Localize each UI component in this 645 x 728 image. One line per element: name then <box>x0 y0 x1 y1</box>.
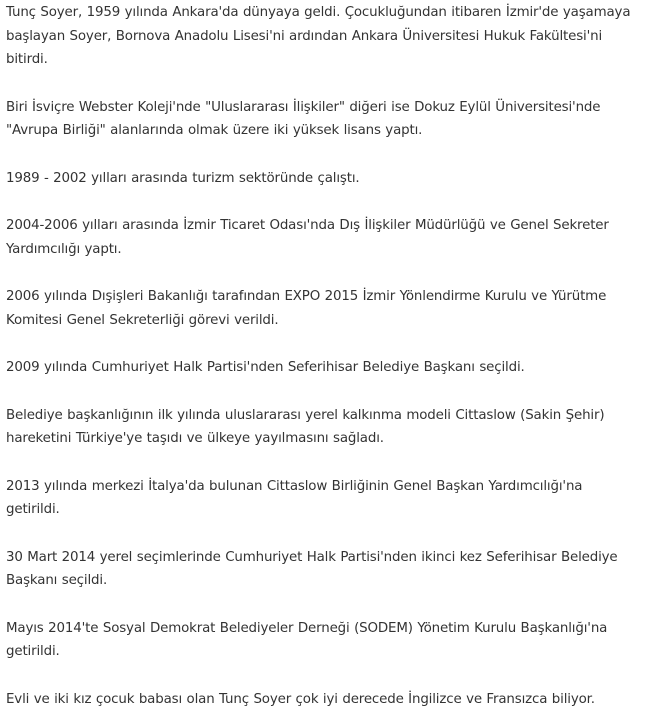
paragraph-cittaslow-vice-president: 2013 yılında merkezi İtalya'da bulunan Cittaslow Birliğinin Genel Başkan Yardımcılığı'na getirildi. <box>6 478 583 517</box>
paragraph-personal-life: Evli ve iki kız çocuk babası olan Tunç Soyer çok iyi derecede İngilizce ve Fransızca biliyor. <box>6 691 595 707</box>
paragraph-chamber-of-commerce: 2004-2006 yılları arasında İzmir Ticaret Odası'nda Dış İlişkiler Müdürlüğü ve Genel Sekreter Yardımcılığı yaptı. <box>6 218 609 257</box>
paragraph-cittaslow-turkey: Belediye başkanlığının ilk yılında uluslararası yerel kalkınma modeli Cittaslow (Sakin Şehir) hareketini Türkiye'ye taşıdı ve ülkeye yayılmasını sağladı. <box>6 407 605 446</box>
paragraph-expo-2015: 2006 yılında Dışişleri Bakanlığı tarafından EXPO 2015 İzmir Yönlendirme Kurulu ve Yürütme Komitesi Genel Sekreterliği görevi verildi. <box>6 289 607 328</box>
paragraph-tourism-career: 1989 - 2002 yılları arasında turizm sektöründe çalıştı. <box>6 170 360 186</box>
paragraph-mayor-2009: 2009 yılında Cumhuriyet Halk Partisi'nden Seferihisar Belediye Başkanı seçildi. <box>6 360 525 375</box>
biography-article <box>0 1 645 711</box>
paragraph-masters-degrees: Biri İsviçre Webster Koleji'nde "Uluslararası İlişkiler" diğeri ise Dokuz Eylül Üniversitesi'nde "Avrupa Birliği" alanlarında olmak üzere iki yüksek lisans yaptı. <box>6 99 601 138</box>
paragraph-birth-education: Tunç Soyer, 1959 yılında Ankara'da dünyaya geldi. Çocukluğundan itibaren İzmir'de yaşamaya başlayan Soyer, Bornova Anadolu Lisesi'ni ardından Ankara Üniversitesi Hukuk Fakültesi'ni bitirdi. <box>6 5 631 67</box>
paragraph-sodem: Mayıs 2014'te Sosyal Demokrat Belediyeler Derneği (SODEM) Yönetim Kurulu Başkanlığı'na getirildi. <box>6 620 608 659</box>
paragraph-mayor-2014: 30 Mart 2014 yerel seçimlerinde Cumhuriyet Halk Partisi'nden ikinci kez Seferihisar Belediye Başkanı seçildi. <box>6 549 618 588</box>
